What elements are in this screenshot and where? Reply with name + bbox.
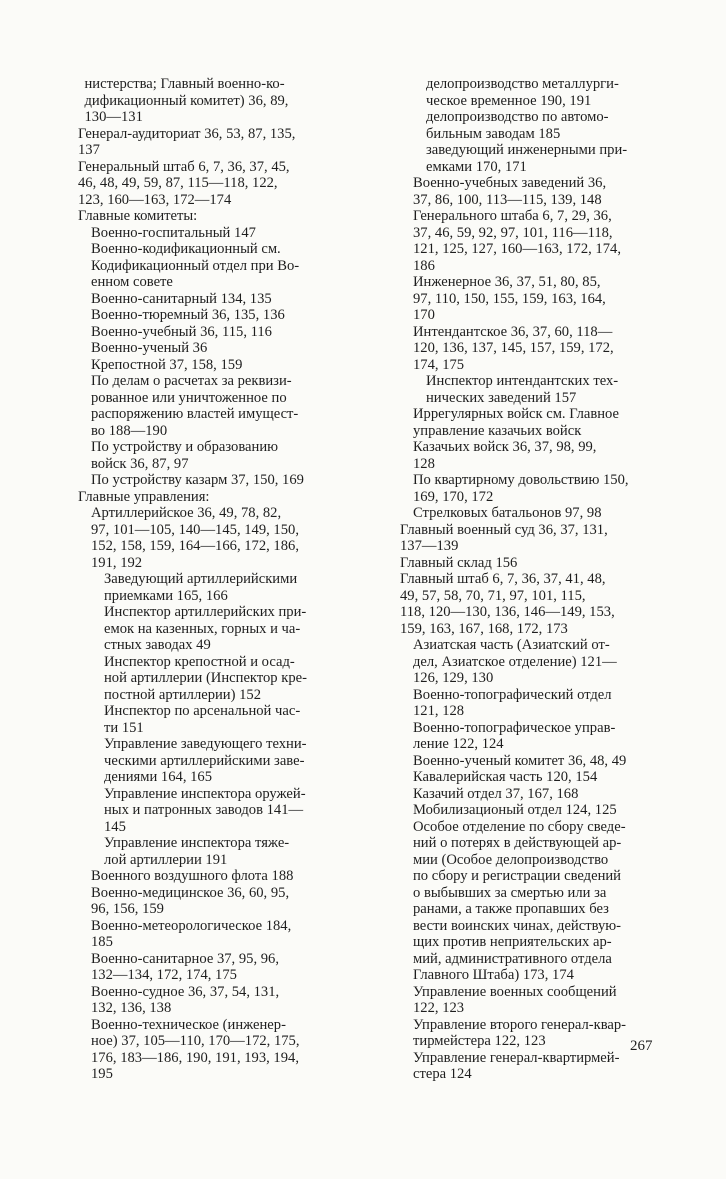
index-line: енном совете bbox=[91, 274, 173, 290]
index-line: 132, 136, 138 bbox=[91, 1000, 172, 1016]
index-line: ческое временное 190, 191 bbox=[426, 92, 592, 109]
index-line: щих против неприятельских ар- bbox=[413, 934, 612, 950]
index-line: ческими артиллерийскими заве- bbox=[104, 752, 305, 769]
index-line: Военно-топографическое управ- bbox=[413, 719, 616, 736]
index-line: По делам о расчетах за реквизи- bbox=[91, 373, 292, 389]
index-line: По квартирному довольствию 150, bbox=[413, 472, 629, 488]
index-line: Иррегулярных войск см. Главное bbox=[413, 406, 619, 422]
index-line: Военно-техническое (инженер- bbox=[91, 1016, 286, 1033]
index-line: стных заводах 49 bbox=[104, 637, 211, 653]
index-line: 174, 175 bbox=[413, 356, 465, 373]
index-line: дениями 164, 165 bbox=[104, 769, 213, 785]
index-line: Военно-учебных заведений 36, bbox=[413, 175, 607, 191]
index-line: 37, 86, 100, 113—115, 139, 148 bbox=[413, 191, 602, 208]
index-line: Казачьих войск 36, 37, 98, 99, bbox=[413, 439, 597, 455]
index-line: 159, 163, 167, 168, 172, 173 bbox=[400, 620, 568, 637]
index-line: войск 36, 87, 97 bbox=[91, 455, 189, 472]
index-line: Военно-санитарное 37, 95, 96, bbox=[91, 950, 279, 967]
index-line: мий, административного отдела bbox=[413, 950, 612, 967]
index-line: 169, 170, 172 bbox=[413, 488, 494, 505]
index-line: Военно-санитарный 134, 135 bbox=[91, 290, 272, 307]
index-line: Инженерное 36, 37, 51, 80, 85, bbox=[413, 274, 601, 290]
index-line: 195 bbox=[91, 1066, 113, 1082]
index-line: Военно-метеорологическое 184, bbox=[91, 917, 292, 934]
index-line: Мобилизационый отдел 124, 125 bbox=[413, 802, 617, 818]
index-line: делопроизводство по автомо- bbox=[426, 109, 609, 125]
index-line: 191, 192 bbox=[91, 554, 143, 571]
index-column-left bbox=[78, 76, 352, 1083]
index-line: мии (Особое делопроизводство bbox=[413, 851, 609, 868]
index-line: рованное или уничтоженное по bbox=[91, 389, 287, 406]
index-line: ний о потерях в действующей ар- bbox=[413, 835, 622, 851]
index-line: распоряжению властей имущест- bbox=[91, 406, 299, 422]
index-line: 122, 123 bbox=[413, 1000, 465, 1016]
index-line: По устройству и образованию bbox=[91, 439, 279, 455]
index-line: 97, 110, 150, 155, 159, 163, 164, bbox=[413, 290, 606, 307]
index-line: 130—131 bbox=[84, 109, 143, 125]
index-line: Управление инспектора оружей- bbox=[104, 785, 306, 802]
index-line: во 188—190 bbox=[91, 422, 168, 439]
index-line: Генерального штаба 6, 7, 29, 36, bbox=[413, 208, 612, 224]
index-line: нических заведений 157 bbox=[426, 389, 577, 406]
index-line: 137 bbox=[78, 142, 100, 158]
index-line: Стрелковых батальонов 97, 98 bbox=[413, 505, 602, 521]
index-line: Инспектор интендантских тех- bbox=[426, 373, 619, 389]
index-line: 170 bbox=[413, 307, 435, 323]
index-line: 37, 46, 59, 92, 97, 101, 116—118, bbox=[413, 224, 613, 241]
index-line: Кавалерийская часть 120, 154 bbox=[413, 769, 598, 785]
index-line: Заведующий артиллерийскими bbox=[104, 571, 298, 587]
index-line: о выбывших за смертью или за bbox=[413, 884, 607, 901]
index-line: Военно-госпитальный 147 bbox=[91, 224, 256, 241]
page-number: 267 bbox=[630, 1038, 653, 1054]
index-line: управление казачьих войск bbox=[413, 422, 582, 439]
index-line: Инспектор крепостной и осад- bbox=[104, 653, 295, 670]
index-line: Управление заведующего техни- bbox=[104, 736, 307, 752]
index-line: 176, 183—186, 190, 191, 193, 194, bbox=[91, 1049, 299, 1066]
index-line: Управление второго генерал-квар- bbox=[413, 1016, 627, 1033]
index-line: Управление генерал-квартирмей- bbox=[413, 1049, 620, 1066]
index-line: емок на казенных, горных и ча- bbox=[104, 620, 301, 637]
index-line: Военно-учебный 36, 115, 116 bbox=[91, 323, 272, 340]
index-line: 121, 125, 127, 160—163, 172, 174, bbox=[413, 241, 621, 257]
index-line: бильным заводам 185 bbox=[426, 125, 561, 142]
index-line: Управление инспектора тяже- bbox=[104, 835, 290, 851]
index-line: Генеральный штаб 6, 7, 36, 37, 45, bbox=[78, 158, 290, 175]
index-line: Военно-тюремный 36, 135, 136 bbox=[91, 307, 285, 323]
index-line: 46, 48, 49, 59, 87, 115—118, 122, bbox=[78, 175, 278, 191]
index-line: нистерства; Главный военно-ко- bbox=[84, 76, 285, 92]
index-line: Артиллерийское 36, 49, 78, 82, bbox=[91, 505, 282, 521]
index-line: делопроизводство металлурги- bbox=[426, 76, 619, 92]
index-line: 123, 160—163, 172—174 bbox=[78, 191, 232, 208]
index-line: Главные управления: bbox=[78, 488, 210, 505]
index-line: Военно-топографический отдел bbox=[413, 686, 612, 703]
index-line: Особое отделение по сбору сведе- bbox=[413, 818, 626, 835]
index-column-right bbox=[400, 76, 672, 1083]
index-line: ное) 37, 105—110, 170—172, 175, bbox=[91, 1033, 300, 1049]
index-line: вести воинских чинах, действую- bbox=[413, 917, 622, 934]
index-line: Главный штаб 6, 7, 36, 37, 41, 48, bbox=[400, 571, 606, 587]
index-line: дификационный комитет) 36, 89, bbox=[84, 92, 289, 109]
index-line: ти 151 bbox=[104, 719, 144, 736]
index-line: 132—134, 172, 174, 175 bbox=[91, 967, 237, 983]
index-line: Военно-судное 36, 37, 54, 131, bbox=[91, 983, 280, 1000]
index-line: 97, 101—105, 140—145, 149, 150, bbox=[91, 521, 299, 538]
index-line: ранами, а также пропавших без bbox=[413, 901, 609, 917]
index-line: Инспектор по арсенальной час- bbox=[104, 703, 301, 719]
index-line: 118, 120—130, 136, 146—149, 153, bbox=[400, 604, 615, 620]
index-line: Интендантское 36, 37, 60, 118— bbox=[413, 323, 613, 340]
index-line: емками 170, 171 bbox=[426, 158, 527, 175]
index-line: Казачий отдел 37, 167, 168 bbox=[413, 785, 579, 802]
index-line: Военно-ученый комитет 36, 48, 49 bbox=[413, 752, 627, 769]
index-line: 137—139 bbox=[400, 538, 459, 554]
index-line: дел, Азиатское отделение) 121— bbox=[413, 653, 617, 670]
index-line: Военного воздушного флота 188 bbox=[91, 868, 294, 884]
index-line: Военно-медицинское 36, 60, 95, bbox=[91, 884, 290, 901]
index-line: Главный военный суд 36, 37, 131, bbox=[400, 521, 608, 538]
index-line: приемками 165, 166 bbox=[104, 587, 228, 604]
index-line: Генерал-аудиториат 36, 53, 87, 135, bbox=[78, 125, 296, 142]
index-line: лой артиллерии 191 bbox=[104, 851, 228, 868]
index-line: Крепостной 37, 158, 159 bbox=[91, 356, 243, 373]
index-line: ной артиллерии (Инспектор кре- bbox=[104, 670, 307, 686]
index-line: 186 bbox=[413, 257, 435, 274]
index-line: 128 bbox=[413, 455, 435, 472]
index-line: 121, 128 bbox=[413, 703, 465, 719]
index-line: Азиатская часть (Азиатский от- bbox=[413, 637, 610, 653]
index-line: Инспектор артиллерийских при- bbox=[104, 604, 307, 620]
index-line: Управление военных сообщений bbox=[413, 983, 617, 1000]
index-line: Главные комитеты: bbox=[78, 208, 198, 224]
index-line: Военно-ученый 36 bbox=[91, 340, 208, 356]
index-line: ление 122, 124 bbox=[413, 736, 504, 752]
index-line: постной артиллерии) 152 bbox=[104, 686, 262, 703]
index-line: тирмейстера 122, 123 bbox=[413, 1033, 546, 1049]
index-line: 120, 136, 137, 145, 157, 159, 172, bbox=[413, 340, 614, 356]
index-line: Кодификационный отдел при Во- bbox=[91, 257, 300, 274]
index-line: 145 bbox=[104, 818, 126, 835]
index-line: Главный склад 156 bbox=[400, 554, 518, 571]
index-line: 185 bbox=[91, 934, 113, 950]
index-line: заведующий инженерными при- bbox=[426, 142, 628, 158]
index-line: стера 124 bbox=[413, 1066, 472, 1082]
index-line: Главного Штаба) 173, 174 bbox=[413, 967, 574, 983]
index-line: По устройству казарм 37, 150, 169 bbox=[91, 472, 304, 488]
index-line: 96, 156, 159 bbox=[91, 901, 164, 917]
index-line: 126, 129, 130 bbox=[413, 670, 494, 686]
index-line: по сбору и регистрации сведений bbox=[413, 868, 621, 884]
index-line: ных и патронных заводов 141— bbox=[104, 802, 304, 818]
index-line: Военно-кодификационный см. bbox=[91, 241, 281, 257]
index-line: 49, 57, 58, 70, 71, 97, 101, 115, bbox=[400, 587, 586, 604]
index-line: 152, 158, 159, 164—166, 172, 186, bbox=[91, 538, 299, 554]
